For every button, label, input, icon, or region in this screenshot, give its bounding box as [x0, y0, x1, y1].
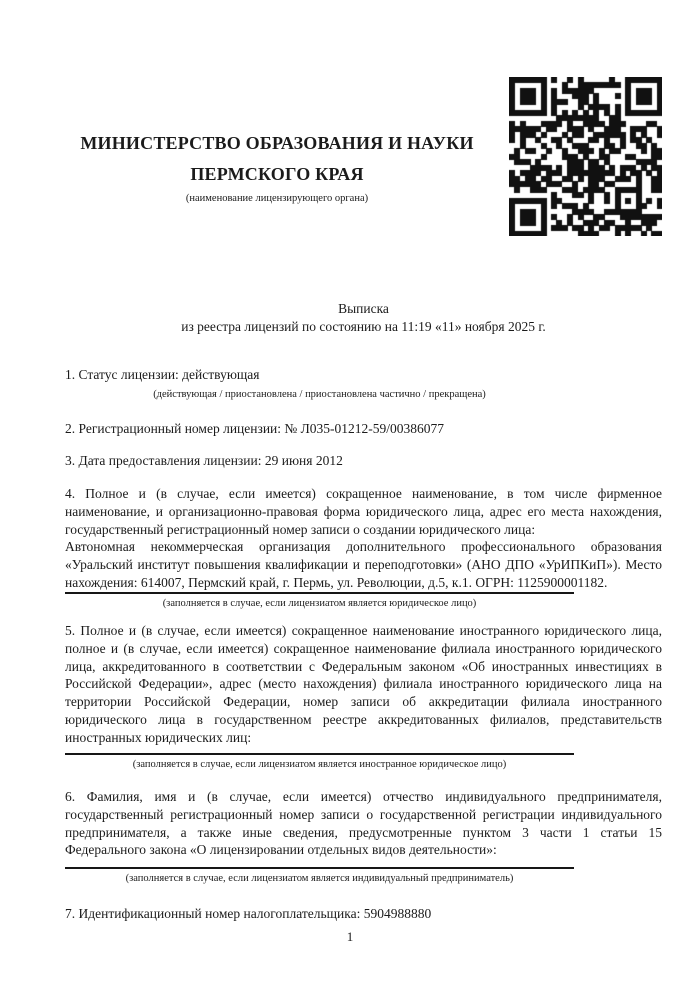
document-body	[65, 366, 662, 923]
document-title-line2: из реестра лицензий по состоянию на 11:19 «11» ноября 2025 г.	[181, 319, 546, 334]
section-5-caption: (заполняется в случае, если лицензиатом является иностранное юридическое лицо)	[132, 759, 507, 771]
section-4-caption: (заполняется в случае, если лицензиатом является юридическое лицо)	[162, 598, 477, 610]
section-7-taxpayer-number: 7. Идентификационный номер налогоплательщика: 5904988880	[65, 906, 432, 922]
section-5-rule	[65, 753, 574, 755]
document-title-line1: Выписка	[338, 301, 389, 316]
section-5-label: 5. Полное и (в случае, если имеется) сокращенное наименование иностранного юридического лица, полное и (в случае, если имеется) сокращенное наименование филиала иностранного юридического лица, аккредитованного в соответствии с Федеральным законом «Об иностранных инвестициях в Российской Федерации», адрес (место нахождения) филиала иностранного юридического лица на территории Российской Федерации, номер записи об аккредитации филиала иностранного юридического лица в государственном реестре аккредитованных филиалов, представительств иностранных юридических лиц:	[65, 623, 662, 745]
section-6-label: 6. Фамилия, имя и (в случае, если имеется) отчество индивидуального предпринимателя, государственный регистрационный номер записи о государственной регистрации индивидуального предпринимателя, а также иные сведения, предусмотренные пунктом 3 части 1 статьи 15 Федерального закона «О лицензировании отдельных видов деятельности»:	[65, 789, 662, 858]
section-4-label: 4. Полное и (в случае, если имеется) сокращенное наименование, в том числе фирменное наименование, и организационно-правовая форма юридического лица, адрес его места нахождения, государственный регистрационный номер записи о создании юридического лица:	[65, 486, 662, 537]
section-4-value: Автономная некоммерческая организация дополнительного профессионального образования «Уральский институт повышения квалификации и переподготовки» (АНО ДПО «УрИПКиП»). Место нахождения: 614007, Пермский край, г. Пермь, ул. Революции, д.5, к.1. ОГРН: 1125900001182.	[65, 539, 662, 590]
section-6-caption: (заполняется в случае, если лицензиатом является индивидуальный предприниматель)	[125, 873, 514, 885]
issuing-authority-name-line2: ПЕРМСКОГО КРАЯ	[190, 164, 364, 184]
section-6-rule	[65, 867, 574, 869]
section-3-license-date: 3. Дата предоставления лицензии: 29 июня 2012	[65, 453, 343, 469]
section-4-legal-entity	[65, 485, 662, 610]
qr-code	[509, 77, 662, 236]
section-5-foreign-entity	[65, 622, 662, 771]
section-6-individual-entrepreneur	[65, 788, 662, 885]
page-number: 1	[346, 929, 354, 944]
issuing-authority-caption: (наименование лицензирующего органа)	[185, 193, 369, 204]
section-4-rule	[65, 592, 574, 594]
issuing-authority	[57, 128, 497, 205]
section-2-registration-number: 2. Регистрационный номер лицензии: № Л035-01212-59/00386077	[65, 420, 445, 436]
document-title	[65, 300, 662, 336]
section-1-caption: (действующая / приостановлена / приостановлена частично / прекращена)	[153, 388, 486, 400]
issuing-authority-name-line1: МИНИСТЕРСТВО ОБРАЗОВАНИЯ И НАУКИ	[80, 133, 474, 153]
section-1-status: 1. Статус лицензии: действующая	[65, 367, 260, 382]
